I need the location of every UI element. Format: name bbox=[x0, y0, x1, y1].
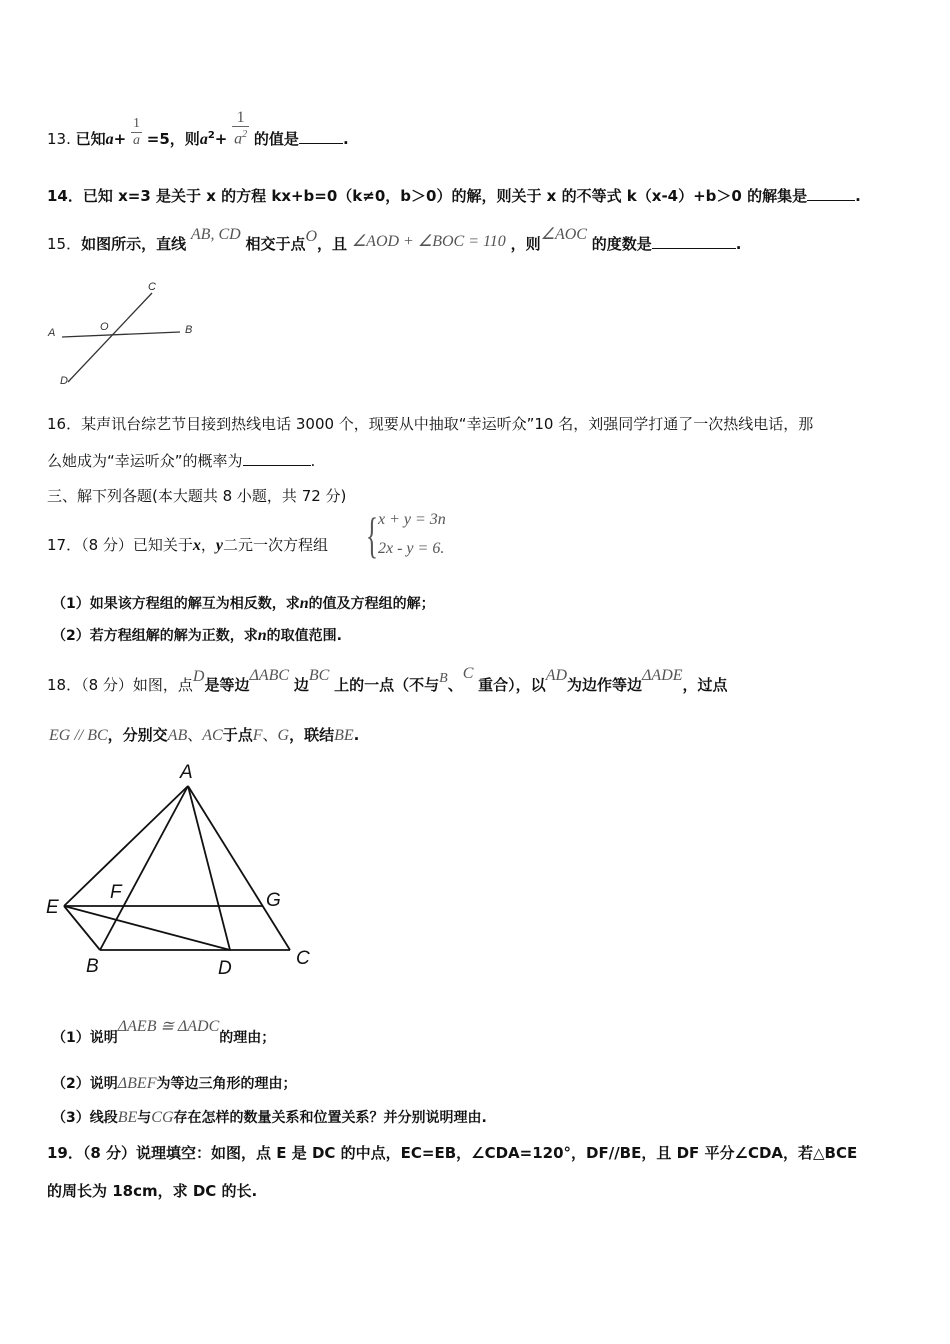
question-17-part1: （1）如果该方程组的解互为相反数，求n的值及方程组的解； bbox=[52, 595, 435, 612]
label-a: A bbox=[180, 762, 193, 783]
label-g: G bbox=[266, 890, 281, 911]
equation-1: x + y = 3n bbox=[378, 511, 446, 528]
edge-ad bbox=[188, 786, 230, 950]
question-16-line2: 么她成为“幸运听众”的概率为 . bbox=[47, 452, 316, 470]
question-18-line2: EG // BC，分别交AB、AC于点F、G，联结BE. bbox=[49, 726, 360, 744]
edge-eb bbox=[64, 906, 100, 950]
edge-ed bbox=[64, 906, 230, 950]
equation-brace: { bbox=[366, 507, 378, 563]
section-title: 三、解下列各题(本大题共 8 小题，共 72 分) bbox=[47, 487, 347, 505]
figure-equilateral-triangles bbox=[40, 758, 340, 988]
question-17-part2: （2）若方程组解的解为正数，求n的取值范围. bbox=[52, 627, 342, 644]
label-f: F bbox=[110, 882, 122, 903]
question-18-part1: （1）说明ΔAEB ≅ ΔADC的理由； bbox=[52, 1018, 276, 1046]
label-e: E bbox=[46, 897, 59, 918]
label-b: B bbox=[86, 956, 99, 977]
question-16-line1: 16．某声讯台综艺节目接到热线电话 3000 个，现要从中抽取“幸运听众”10 名，刘强同学打通了一次热线电话，那 bbox=[47, 415, 814, 433]
answer-blank-14[interactable] bbox=[807, 186, 855, 201]
question-13: 13. 已知a+ $\frac{1}{a}$ =5，则$a^2+$ $\frac{1}{a^2}$ 的值是 . bbox=[47, 108, 349, 148]
question-17: 17．（8 分）已知关于x，y二元一次方程组 bbox=[47, 536, 329, 554]
label-a: A bbox=[48, 327, 56, 339]
equation-2: 2x - y = 6. bbox=[378, 540, 445, 557]
question-18-part2: （2）说明ΔBEF为等边三角形的理由； bbox=[52, 1075, 297, 1092]
question-19-line1: 19．（8 分）说理填空：如图，点 E 是 DC 的中点，EC=EB，∠CDA=120°，DF//BE，且 DF 平分∠CDA，若△BCE bbox=[47, 1144, 858, 1162]
question-18-part3: （3）线段BE与CG存在怎样的数量关系和位置关系？并分别说明理由. bbox=[52, 1109, 487, 1126]
label-o: O bbox=[100, 321, 109, 333]
question-15: 15．如图所示，直线 AB, CD 相交于点O，且 ∠AOD + ∠BOC = 110 ，则∠AOC 的度数是 . bbox=[47, 226, 742, 253]
answer-blank-16[interactable] bbox=[243, 451, 311, 466]
fraction-1-over-a-squared: $\frac{1}{a^2}$ bbox=[234, 108, 248, 148]
answer-blank-13[interactable] bbox=[299, 129, 343, 144]
edge-ab bbox=[100, 786, 188, 950]
edge-ac bbox=[188, 786, 290, 950]
label-c: C bbox=[296, 948, 310, 969]
figure-intersecting-lines bbox=[40, 276, 210, 396]
question-19-line2: 的周长为 18cm，求 DC 的长. bbox=[47, 1182, 258, 1200]
line-ab bbox=[62, 332, 180, 337]
label-d: D bbox=[218, 958, 232, 979]
label-c: C bbox=[148, 281, 156, 293]
edge-ae bbox=[64, 786, 188, 906]
label-b: B bbox=[185, 324, 193, 336]
label-d: D bbox=[60, 375, 68, 387]
line-cd bbox=[68, 293, 152, 382]
fraction-1-over-a: $\frac{1}{a}$ bbox=[133, 116, 141, 148]
question-14: 14．已知 x=3 是关于 x 的方程 kx+b=0（k≠0，b＞0）的解，则关于 x 的不等式 k（x-4）+b＞0 的解集是 . bbox=[47, 187, 861, 205]
answer-blank-15[interactable] bbox=[652, 234, 736, 249]
question-18-line1: 18．（8 分）如图，点D是等边ΔABC 边BC 上的一点（不与B、C 重合），以AD为边作等边ΔADE，过点 bbox=[47, 665, 728, 694]
